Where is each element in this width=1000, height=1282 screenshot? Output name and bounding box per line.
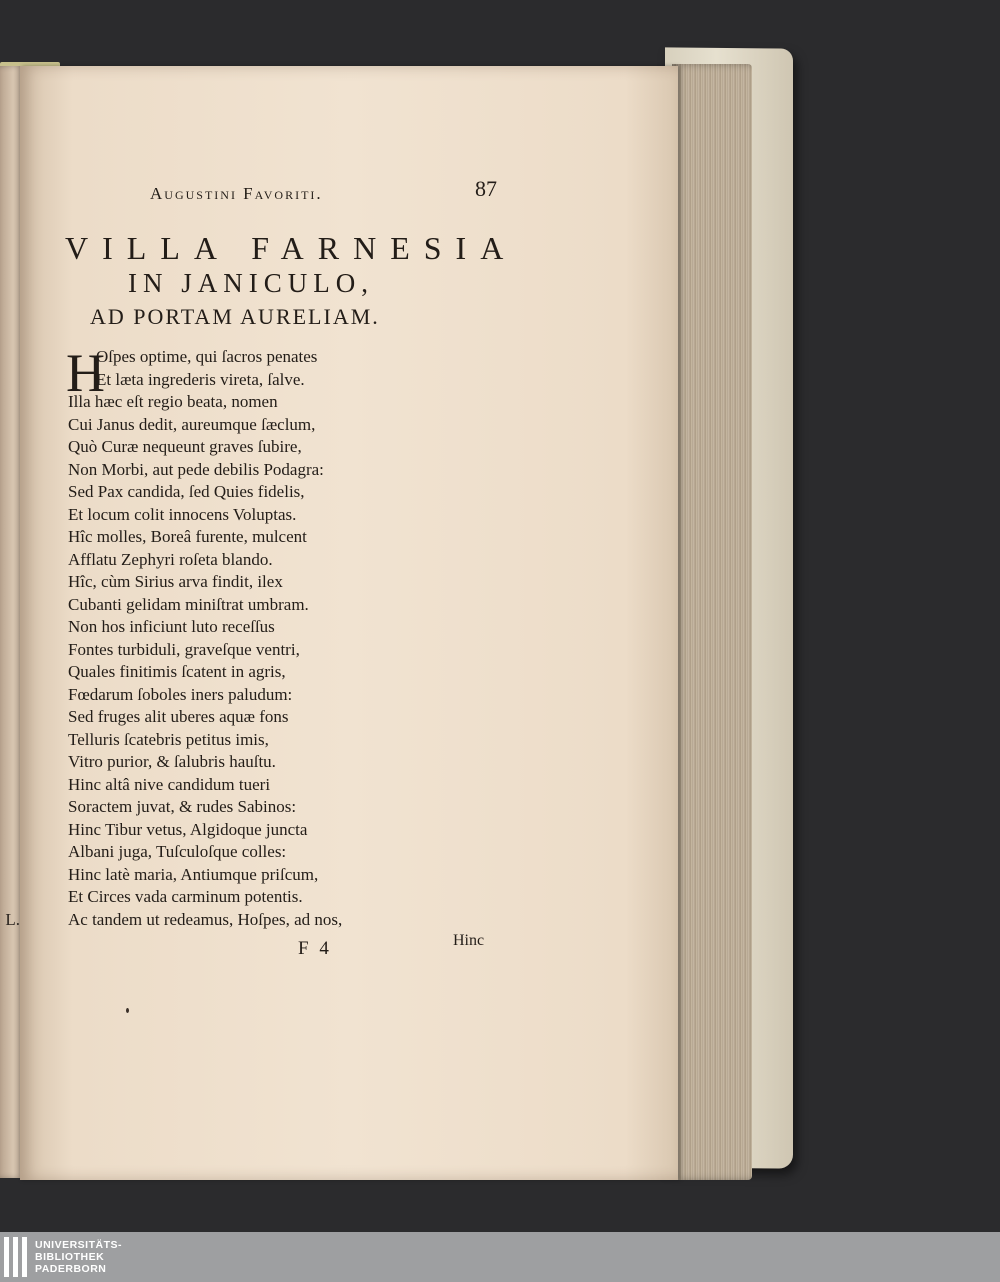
poem-line: Et Circes vada carminum potentis. bbox=[68, 887, 303, 906]
left-page-strip bbox=[0, 66, 22, 1178]
title-line-2: IN JANICULO, bbox=[128, 268, 374, 298]
poem-line: Hinc altâ nive candidum tueri bbox=[68, 774, 271, 794]
poem-line: Afflatu Zephyri roſeta blando. bbox=[68, 549, 273, 569]
poem-line: Non Morbi, aut pede debilis Podagra: bbox=[68, 459, 324, 479]
library-logo-icon bbox=[4, 1237, 27, 1277]
poem-line: Sed fruges alit uberes aquæ fons bbox=[68, 707, 289, 726]
poem-line: Quales finitimis ſcatent in agris, bbox=[68, 662, 286, 681]
poem-line: Ac tandem ut redeamus, Hoſpes, ad nos, bbox=[68, 909, 343, 929]
poem-line: Cubanti gelidam miniſtrat umbram. bbox=[68, 594, 309, 614]
poem-line: Fontes turbiduli, graveſque ventri, bbox=[68, 639, 300, 659]
poem-line: Sed Pax candida, ſed Quies fidelis, bbox=[68, 482, 305, 501]
poem-line: Non hos inficiunt luto receſſus bbox=[68, 617, 275, 636]
running-title: Augustini Favoriti. bbox=[150, 184, 323, 203]
poem-line: Hîc, cùm Sirius arva findit, ilex bbox=[68, 572, 283, 591]
title-line-1: VILLA FARNESIA bbox=[65, 230, 518, 266]
poem-line: Et locum colit innocens Voluptas. bbox=[68, 504, 297, 524]
signature-mark: F 4 bbox=[298, 938, 332, 959]
title-line-3: AD PORTAM AURELIAM. bbox=[90, 304, 380, 329]
poem-line: Albani juga, Tuſculoſque colles: bbox=[68, 842, 287, 861]
poem-line: Quò Curæ nequeunt graves ſubire, bbox=[68, 437, 302, 456]
drop-capital: H bbox=[66, 343, 105, 403]
left-page-fragment: L. bbox=[5, 910, 20, 929]
poem-line: Vitro purior, & ſalubris hauſtu. bbox=[68, 752, 276, 771]
poem-line: Et læta ingrederis vireta, ſalve. bbox=[96, 369, 305, 389]
library-logo-text: UNIVERSITÄTS- BIBLIOTHEK PADERBORN bbox=[35, 1239, 123, 1275]
poem-line: Telluris ſcatebris petitus imis, bbox=[68, 729, 269, 749]
poem-line: Fœdarum ſoboles iners paludum: bbox=[68, 684, 293, 704]
poem-line: Hinc latè maria, Antiumque priſcum, bbox=[68, 864, 319, 884]
poem-body bbox=[66, 343, 508, 931]
poem-line: Hinc Tibur vetus, Algidoque juncta bbox=[68, 819, 308, 839]
library-logo bbox=[4, 1236, 122, 1278]
poem-line: Illa hæc eſt regio beata, nomen bbox=[68, 392, 278, 411]
poem-line: Soractem juvat, & rudes Sabinos: bbox=[68, 797, 297, 816]
library-footer-bar bbox=[0, 1232, 1000, 1282]
poem-line: Oſpes optime, qui ſacros penates bbox=[96, 347, 318, 366]
book-page bbox=[20, 66, 678, 1180]
catchword: Hinc bbox=[453, 932, 485, 949]
poem-line: Cui Janus dedit, aureumque ſæclum, bbox=[68, 414, 316, 434]
ink-speck bbox=[126, 1008, 129, 1013]
page-number: 87 bbox=[475, 176, 497, 201]
poem-line: Hîc molles, Boreâ furente, mulcent bbox=[68, 527, 307, 546]
page-edges bbox=[672, 64, 752, 1180]
